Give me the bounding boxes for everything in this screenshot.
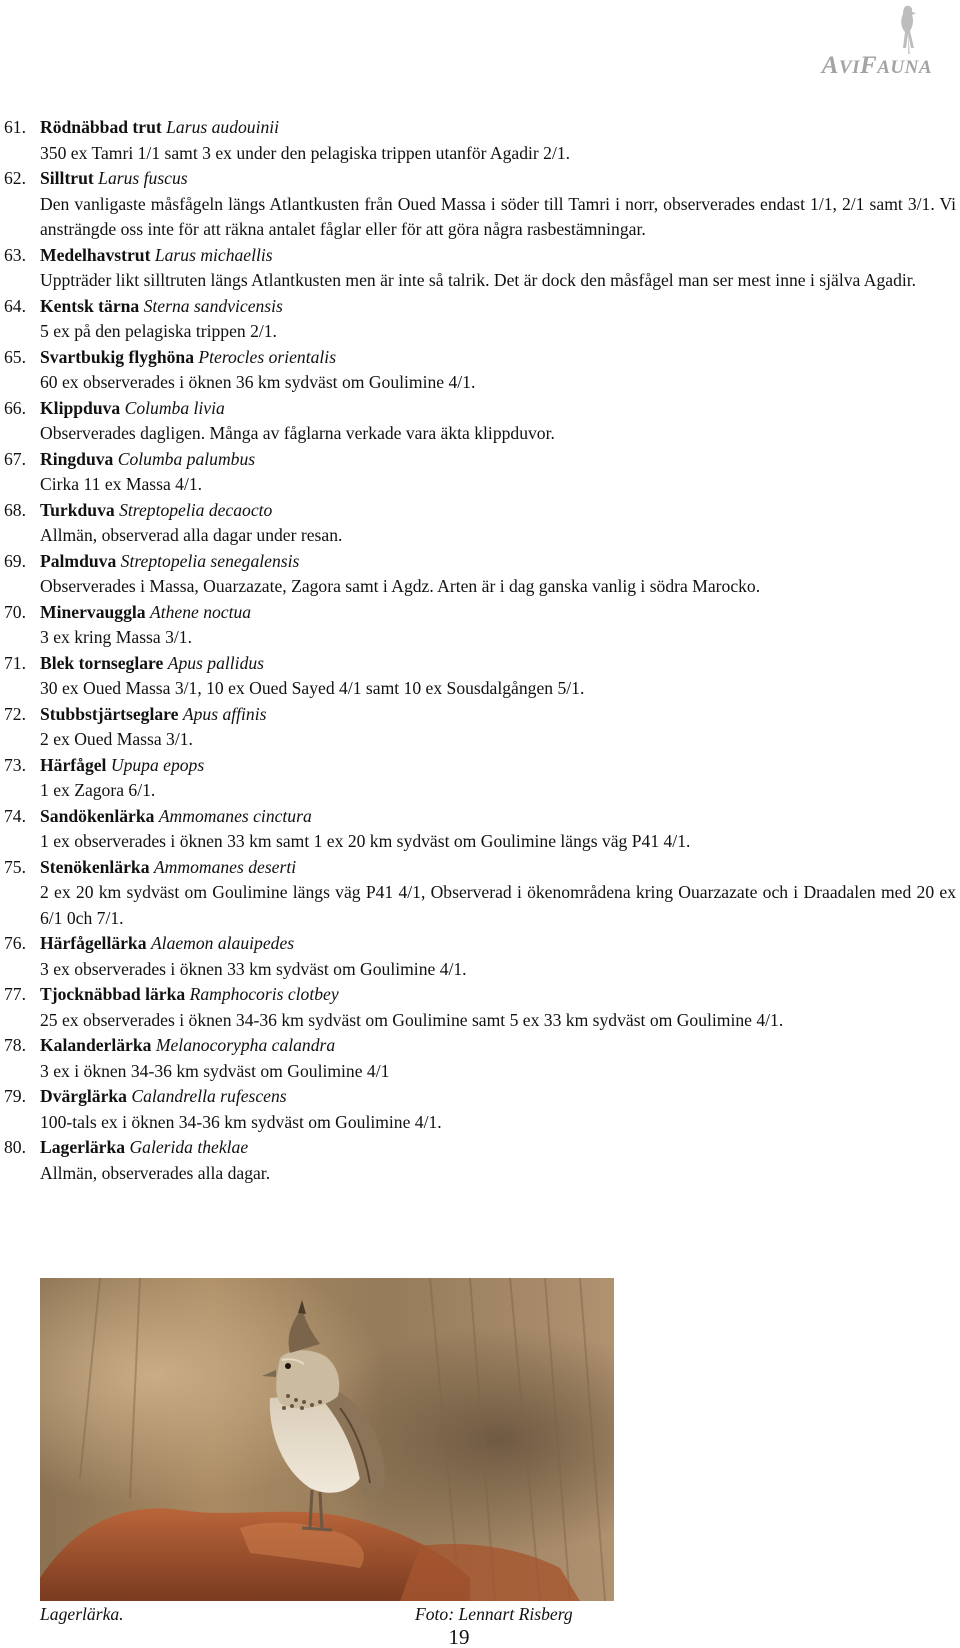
entry-description: 1 ex observerades i öknen 33 km samt 1 ex 20 km sydväst om Goulimine längs väg P41 4/1.: [40, 831, 691, 851]
species-entry: [4, 447, 956, 498]
entry-title: [40, 600, 956, 626]
species-entry: [4, 166, 956, 243]
species-entry: [4, 1084, 956, 1135]
entry-title: [40, 294, 956, 320]
swedish-name: Medelhavstrut: [40, 244, 151, 265]
swedish-name: Dvärglärka: [40, 1086, 127, 1106]
entry-description: 3 ex observerades i öknen 33 km sydväst om Goulimine 4/1.: [40, 958, 467, 979]
entry-description: Allmän, observerades alla dagar.: [40, 1162, 271, 1183]
swedish-name: Kentsk tärna: [40, 295, 140, 316]
entry-number: 76.: [4, 933, 26, 953]
species-entry: [4, 855, 956, 932]
entry-title: [40, 1033, 956, 1059]
species-entry: [4, 294, 956, 345]
swedish-name: Palmduva: [40, 550, 117, 571]
latin-name: Upupa epops: [110, 754, 205, 775]
entry-description: Cirka 11 ex Massa 4/1.: [40, 474, 203, 494]
latin-name: Ammomanes deserti: [153, 856, 297, 877]
latin-name: Apus pallidus: [167, 652, 265, 673]
entry-body: [40, 447, 956, 498]
species-entry: [4, 115, 956, 166]
species-entry: [4, 931, 956, 982]
entry-description: 25 ex observerades i öknen 34-36 km sydväst om Goulimine samt 5 ex 33 km sydväst om Goulimine 4/1.: [40, 1009, 784, 1030]
entry-title: [40, 243, 956, 269]
latin-name: Sterna sandvicensis: [143, 295, 283, 316]
entry-body: [40, 804, 956, 855]
latin-name: Ammomanes cinctura: [158, 805, 312, 826]
swedish-name: Klippduva: [40, 397, 121, 418]
entry-title: [40, 115, 956, 141]
latin-name: Melanocorypha calandra: [155, 1035, 336, 1055]
swedish-name: Härfågellärka: [40, 933, 147, 953]
entry-number: 71.: [4, 652, 26, 673]
entry-description: 30 ex Oued Massa 3/1, 10 ex Oued Sayed 4/1 samt 10 ex Sousdalgången 5/1.: [40, 678, 585, 698]
entry-body: [40, 753, 956, 804]
latin-name: Ramphocoris clotbey: [189, 984, 339, 1004]
species-entry: [4, 982, 956, 1033]
swedish-name: Härfågel: [40, 754, 107, 775]
species-entry: [4, 702, 956, 753]
latin-name: Streptopelia decaocto: [119, 499, 273, 520]
entry-title: [40, 651, 956, 677]
entry-body: [40, 1033, 956, 1084]
species-entry: [4, 549, 956, 600]
latin-name: Larus audouinii: [166, 117, 280, 137]
entry-body: [40, 166, 956, 243]
entry-body: [40, 600, 956, 651]
species-entry: [4, 498, 956, 549]
entry-body: [40, 931, 956, 982]
latin-name: Streptopelia senegalensis: [120, 550, 300, 571]
entry-description: 3 ex i öknen 34-36 km sydväst om Goulimine 4/1: [40, 1060, 390, 1081]
entry-title: [40, 702, 956, 728]
latin-name: Calandrella rufescens: [131, 1086, 287, 1106]
swedish-name: Ringduva: [40, 448, 114, 469]
swedish-name: Tjocknäbbad lärka: [40, 984, 186, 1004]
crested-lark-image: [40, 1278, 614, 1601]
entry-number: 63.: [4, 244, 26, 265]
entry-number: 79.: [4, 1086, 26, 1106]
entry-body: [40, 294, 956, 345]
latin-name: Apus affinis: [182, 703, 267, 724]
entry-title: [40, 1135, 956, 1161]
latin-name: Galerida theklae: [129, 1137, 249, 1157]
entry-title: [40, 549, 956, 575]
entry-title: [40, 804, 956, 830]
swedish-name: Rödnäbbad trut: [40, 117, 162, 137]
swedish-name: Silltrut: [40, 168, 94, 188]
entry-body: [40, 396, 956, 447]
entry-number: 67.: [4, 448, 26, 469]
entry-description: 100-tals ex i öknen 34-36 km sydväst om Goulimine 4/1.: [40, 1111, 442, 1132]
entry-title: [40, 396, 956, 422]
species-entry: [4, 651, 956, 702]
latin-name: Larus michaellis: [154, 244, 273, 265]
entry-number: 69.: [4, 550, 26, 571]
entry-description: 2 ex Oued Massa 3/1.: [40, 729, 193, 749]
entry-number: 68.: [4, 499, 26, 520]
entry-title: [40, 447, 956, 473]
latin-name: Columba palumbus: [117, 448, 256, 469]
page-number: 19: [448, 1625, 470, 1648]
avifauna-logo: [752, 4, 932, 78]
swedish-name: Sandökenlärka: [40, 805, 155, 826]
entry-title: [40, 345, 956, 371]
entry-description: 1 ex Zagora 6/1.: [40, 780, 156, 800]
entry-number: 77.: [4, 984, 26, 1004]
lagerlarka-photo: [40, 1278, 614, 1601]
species-entry: [4, 1135, 956, 1186]
entry-body: [40, 855, 956, 932]
entry-body: [40, 115, 956, 166]
entry-description: 350 ex Tamri 1/1 samt 3 ex under den pelagiska trippen utanför Agadir 2/1.: [40, 142, 571, 163]
entry-title: [40, 931, 956, 957]
entry-number: 80.: [4, 1137, 26, 1157]
swedish-name: Turkduva: [40, 499, 115, 520]
entry-title: [40, 166, 956, 192]
species-entry: [4, 1033, 956, 1084]
bird-silhouette-icon: [890, 4, 924, 56]
entry-body: [40, 982, 956, 1033]
entry-body: [40, 498, 956, 549]
swedish-name: Stenökenlärka: [40, 856, 150, 877]
entry-title: [40, 855, 956, 881]
entry-description: Observerades dagligen. Många av fåglarna verkade vara äkta klippduvor.: [40, 423, 555, 443]
species-entry: [4, 396, 956, 447]
entry-description: Observerades i Massa, Ouarzazate, Zagora samt i Agdz. Arten är i dag ganska vanlig i södra Marocko.: [40, 576, 761, 596]
entry-number: 66.: [4, 397, 26, 418]
entry-body: [40, 549, 956, 600]
entry-title: [40, 1084, 956, 1110]
latin-name: Larus fuscus: [98, 168, 188, 188]
latin-name: Pterocles orientalis: [198, 346, 337, 367]
entry-number: 75.: [4, 856, 26, 877]
entry-body: [40, 651, 956, 702]
entry-description: Uppträder likt silltruten längs Atlantkusten men är inte så talrik. Det är dock den måsfågel man ser mest inne i själva Agadir.: [40, 270, 917, 290]
species-entry: [4, 600, 956, 651]
entry-number: 64.: [4, 295, 26, 316]
entry-number: 61.: [4, 117, 26, 137]
species-entry: [4, 804, 956, 855]
entry-description: 2 ex 20 km sydväst om Goulimine längs väg P41 4/1, Observerad i ökenområdena kring Ouarzazate och i Draadalen med 20 ex 6/1 0ch 7/1.: [40, 882, 956, 928]
swedish-name: Minervauggla: [40, 601, 146, 622]
entry-number: 62.: [4, 168, 26, 188]
entry-body: [40, 1084, 956, 1135]
entry-number: 73.: [4, 754, 26, 775]
latin-name: Alaemon alauipedes: [150, 933, 295, 953]
photo-caption: Lagerlärka.: [40, 1604, 124, 1624]
entry-body: [40, 243, 956, 294]
entry-number: 78.: [4, 1035, 26, 1055]
entry-description: Den vanligaste måsfågeln längs Atlantkusten från Oued Massa i söder till Tamri i norr, observerades endast 1/1, 2/1 samt 3/1. Vi ansträngde oss inte för att räkna antalet fåglar eller för att göra några rasbestämningar.: [40, 193, 956, 239]
logo-wordmark: AVIFAUNA: [821, 52, 932, 79]
entry-title: [40, 498, 956, 524]
entry-description: 5 ex på den pelagiska trippen 2/1.: [40, 321, 277, 341]
entry-description: 3 ex kring Massa 3/1.: [40, 627, 192, 647]
entry-title: [40, 982, 956, 1008]
entry-body: [40, 345, 956, 396]
species-entry: [4, 753, 956, 804]
entry-number: 72.: [4, 703, 26, 724]
photo-credit: Foto: Lennart Risberg: [415, 1604, 573, 1624]
species-entry: [4, 345, 956, 396]
swedish-name: Stubbstjärtseglare: [40, 703, 179, 724]
swedish-name: Svartbukig flyghöna: [40, 346, 194, 367]
latin-name: Athene noctua: [149, 601, 252, 622]
entry-number: 65.: [4, 346, 26, 367]
entry-body: [40, 702, 956, 753]
swedish-name: Blek tornseglare: [40, 652, 164, 673]
latin-name: Columba livia: [124, 397, 225, 418]
swedish-name: Kalanderlärka: [40, 1035, 152, 1055]
species-entry: [4, 243, 956, 294]
entry-description: 60 ex observerades i öknen 36 km sydväst om Goulimine 4/1.: [40, 372, 476, 392]
species-list: [4, 115, 956, 1186]
entry-description: Allmän, observerad alla dagar under resan.: [40, 525, 343, 545]
swedish-name: Lagerlärka: [40, 1137, 126, 1157]
entry-title: [40, 753, 956, 779]
entry-number: 74.: [4, 805, 26, 826]
entry-number: 70.: [4, 601, 26, 622]
entry-body: [40, 1135, 956, 1186]
